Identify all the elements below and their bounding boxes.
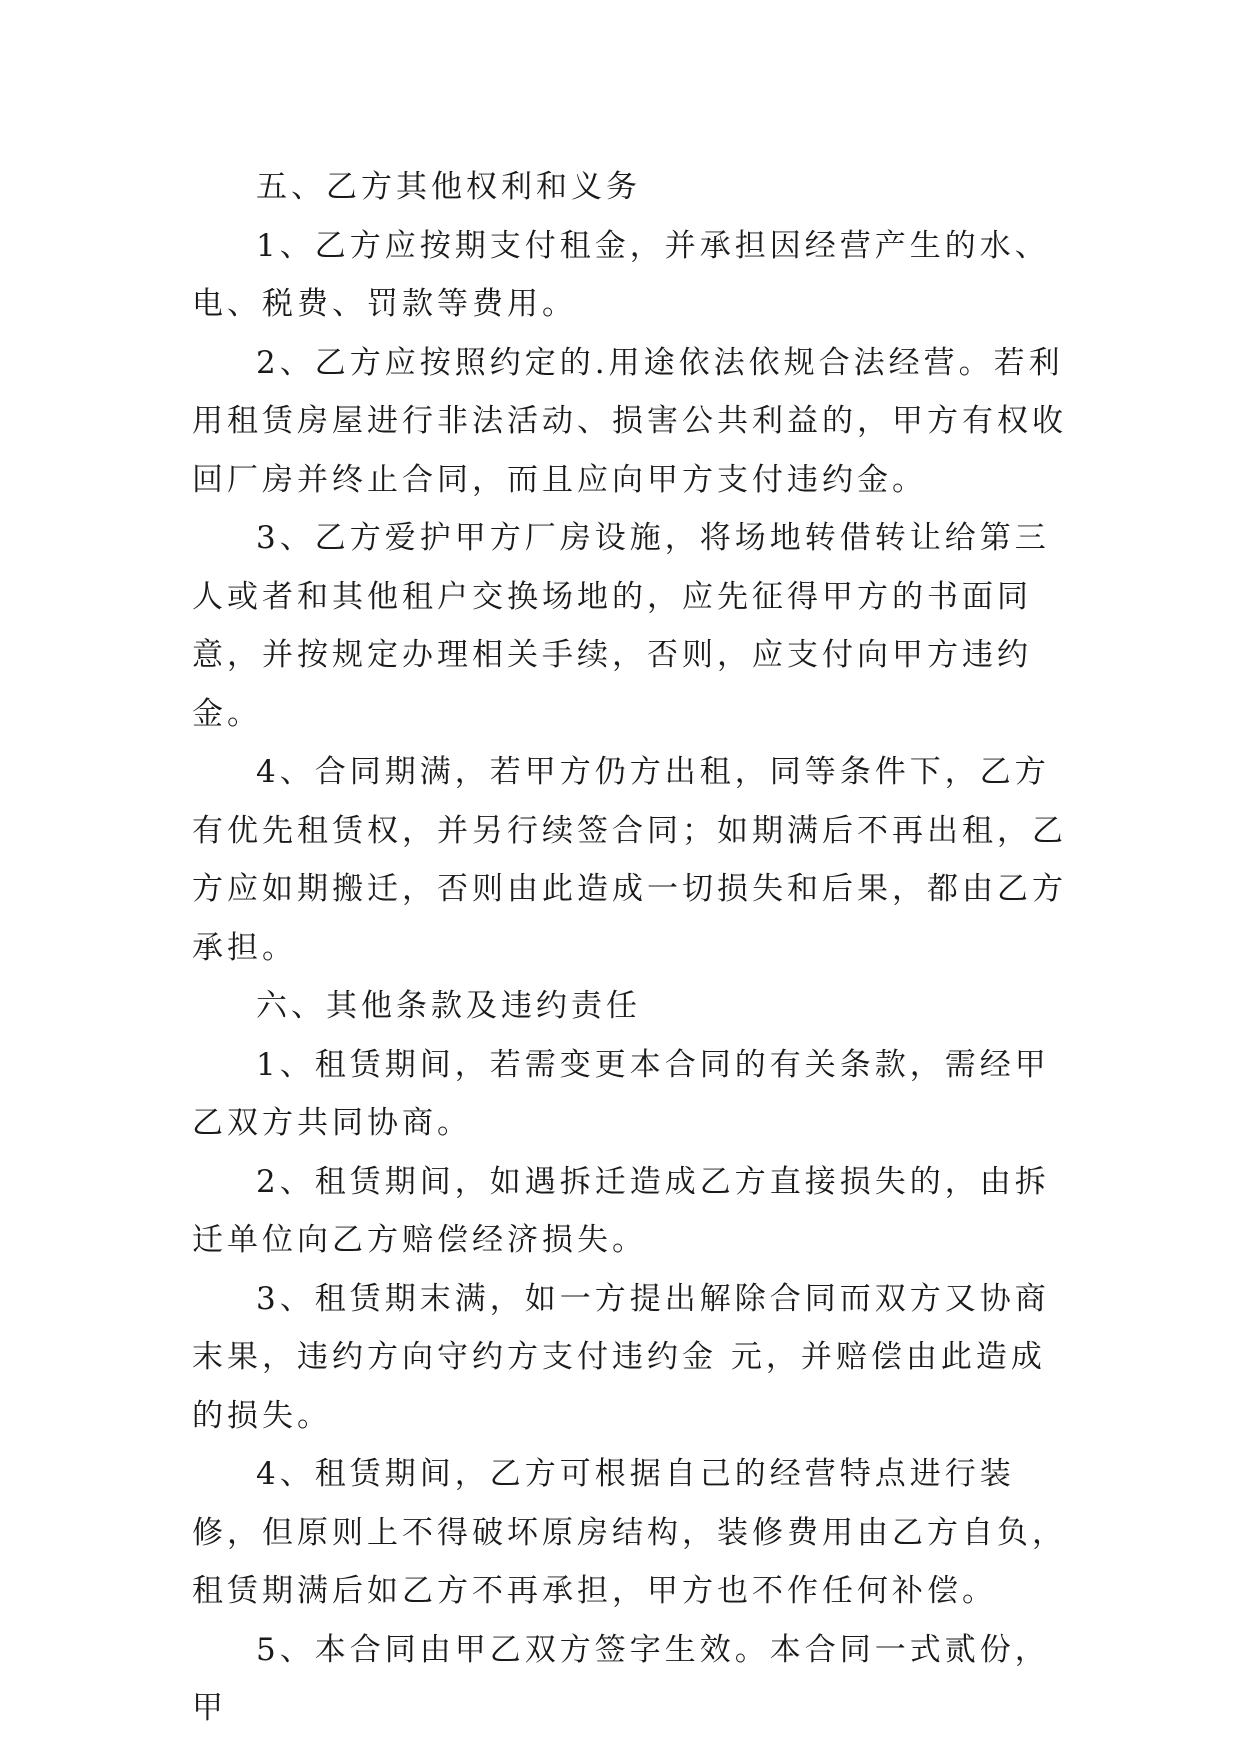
clause-6-1: 1、租赁期间，若需变更本合同的有关条款，需经甲乙双方共同协商。 [192, 1046, 1050, 1141]
clause-6-4: 4、租赁期间，乙方可根据自己的经营特点进行装修，但原则上不得破坏原房结构，装修费用由乙方自负，租赁期满后如乙方不再承担，甲方也不作任何补偿。 [192, 1456, 1067, 1609]
clause-5-4: 4、合同期满，若甲方仍方出租，同等条件下，乙方有优先租赁权，并另行续签合同；如期满后不再出租，乙方应如期搬迁，否则由此造成一切损失和后果，都由乙方承担。 [192, 754, 1067, 966]
contract-body [192, 158, 1072, 1738]
clause-5-3: 3、乙方爱护甲方厂房设施，将场地转借转让给第三人或者和其他租户交换场地的，应先征得甲方的书面同意，并按规定办理相关手续，否则，应支付向甲方违约金。 [192, 520, 1050, 732]
clause-5-1: 1、乙方应按期支付租金，并承担因经营产生的水、电、税费、罚款等费用。 [192, 227, 1050, 322]
section-heading-5: 五、乙方其他权利和义务 [256, 169, 641, 205]
clause-6-3: 3、租赁期末满，如一方提出解除合同而双方又协商末果，违约方向守约方支付违约金 元，并赔偿由此造成的损失。 [192, 1280, 1050, 1434]
section-heading-6: 六、其他条款及违约责任 [256, 988, 641, 1024]
clause-6-2: 2、租赁期间，如遇拆迁造成乙方直接损失的，由拆迁单位向乙方赔偿经济损失。 [192, 1163, 1050, 1258]
clause-6-5: 5、本合同由甲乙双方签字生效。本合同一式贰份，甲 [192, 1631, 1050, 1726]
clause-5-2: 2、乙方应按照约定的.用途依法依规合法经营。若利用租赁房屋进行非法活动、损害公共利益的，甲方有权收回厂房并终止合同，而且应向甲方支付违约金。 [192, 344, 1067, 498]
